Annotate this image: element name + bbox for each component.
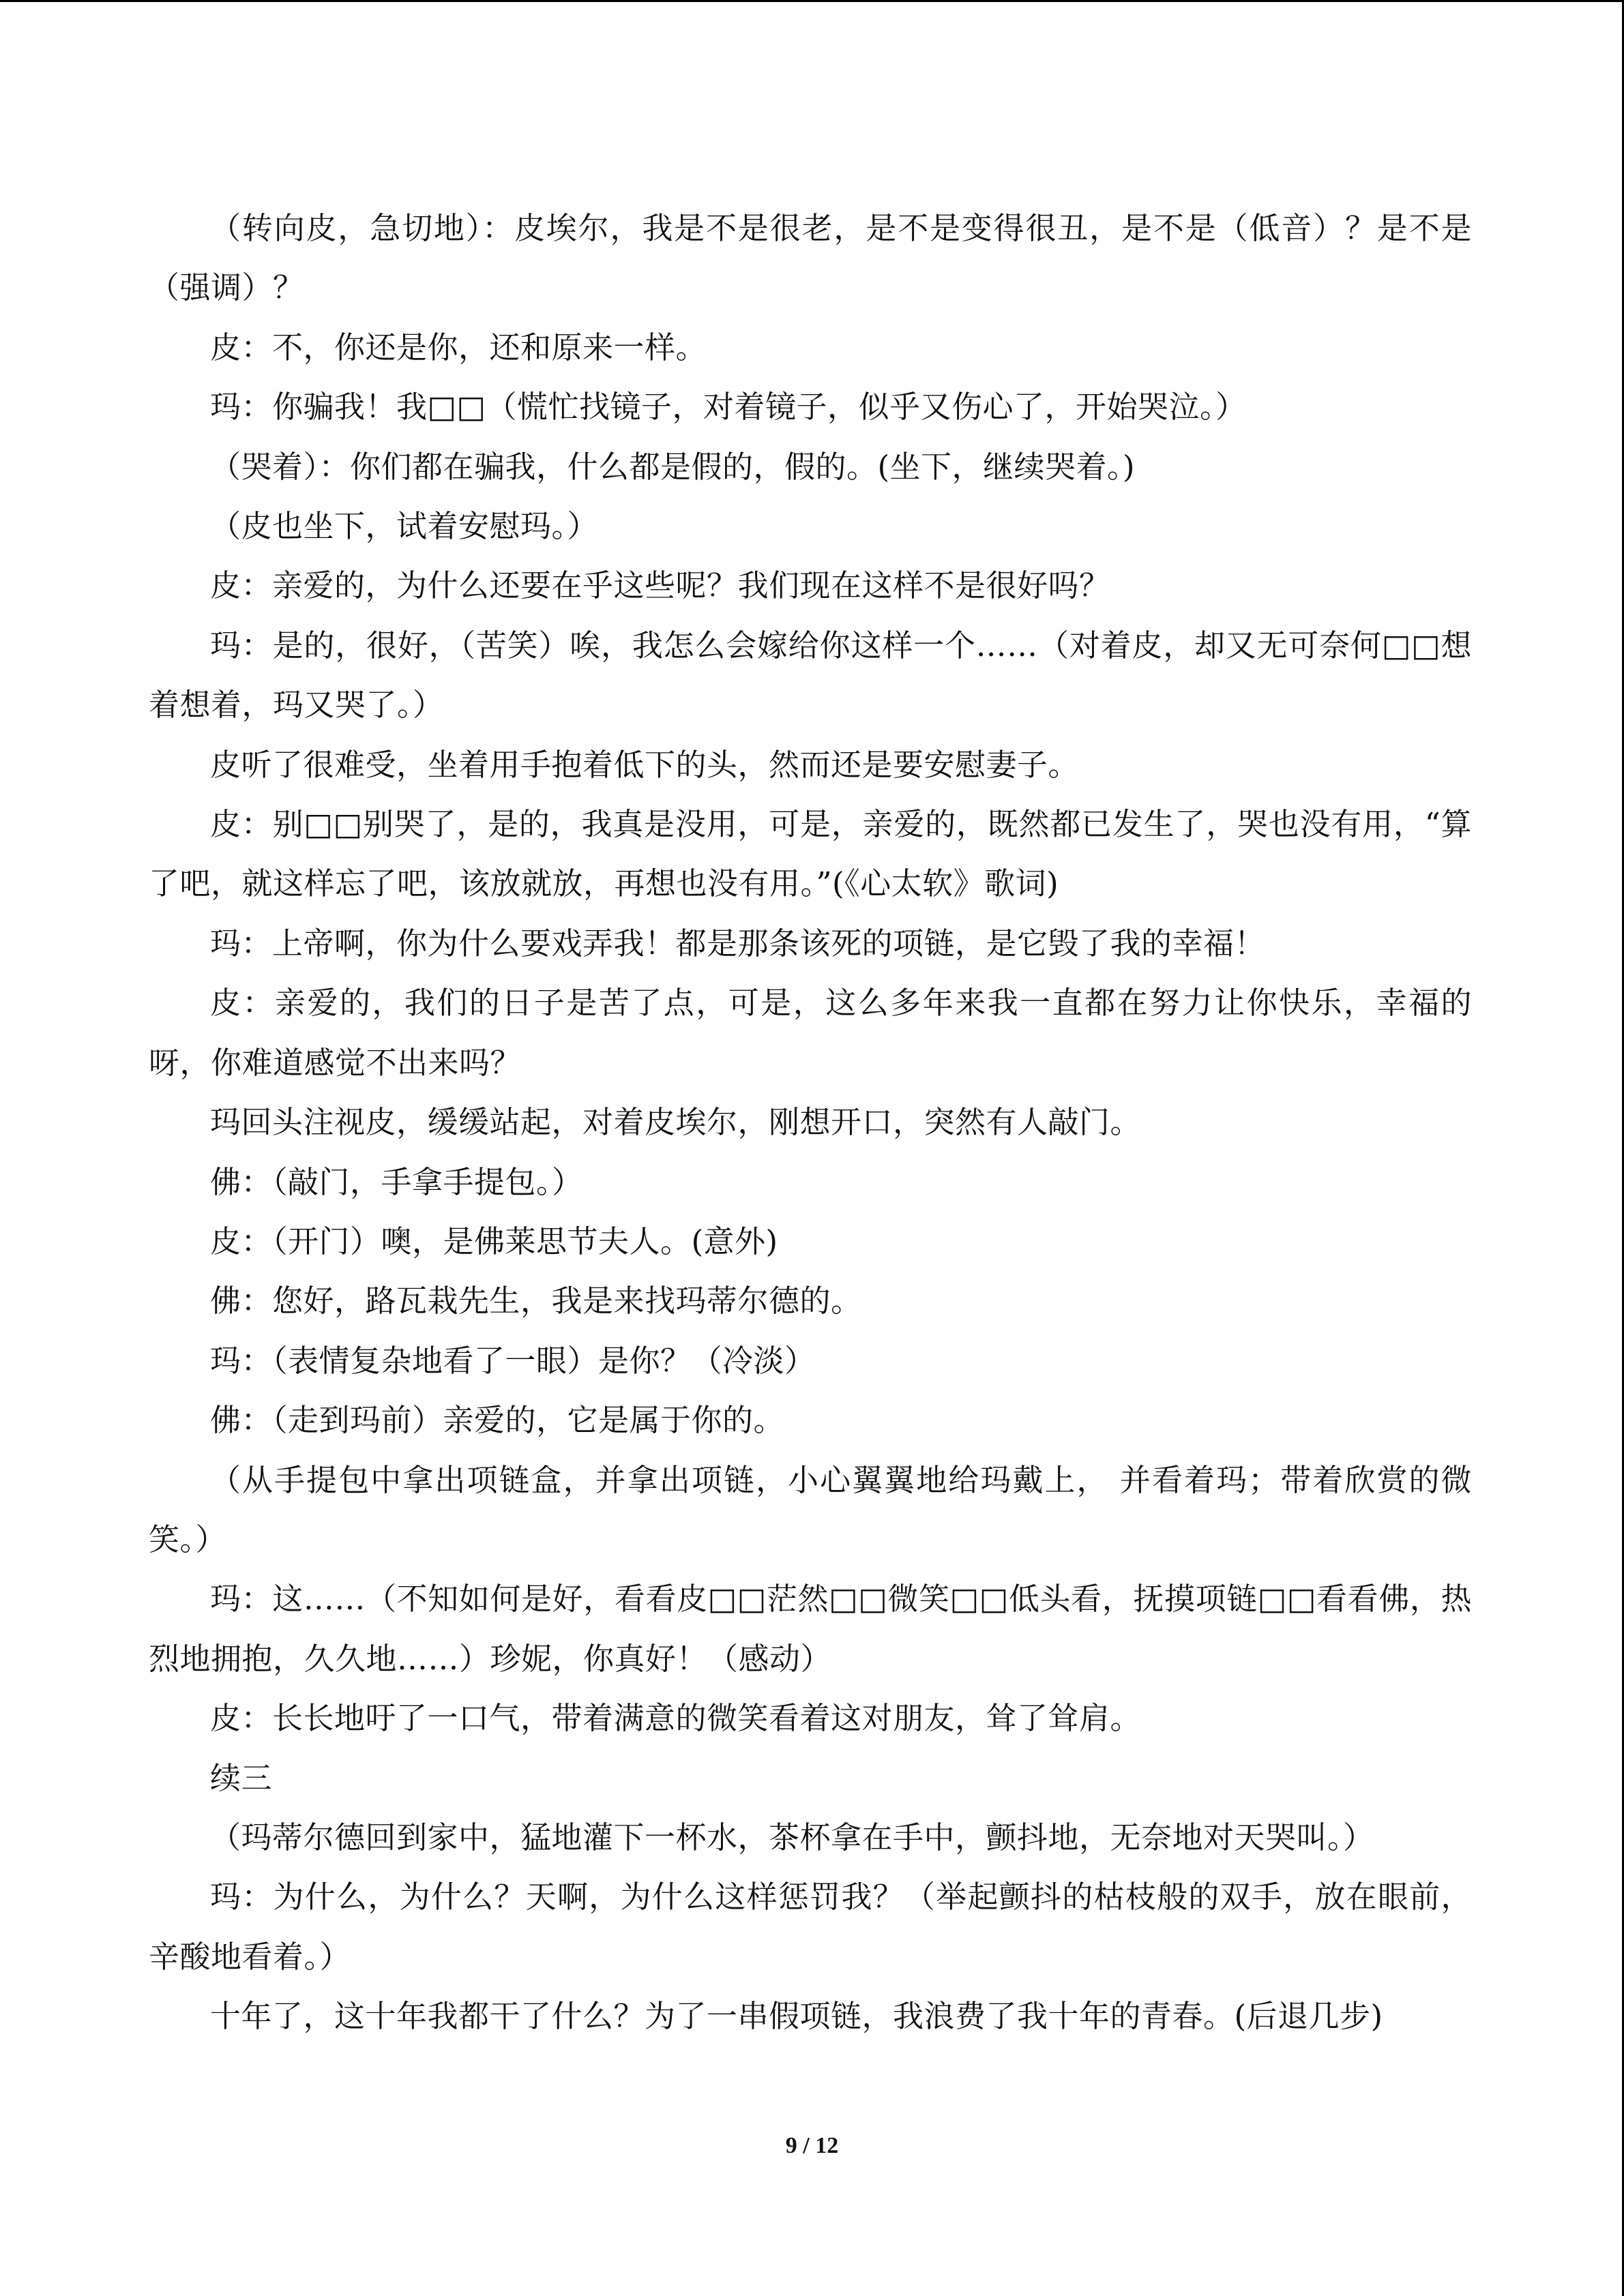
paragraph: 玛：你骗我！我□□（慌忙找镜子，对着镜子，似乎又伤心了，开始哭泣。） <box>210 389 1247 426</box>
paragraph: 皮：亲爱的，为什么还要在乎这些呢？我们现在这样不是很好吗？ <box>210 567 1110 604</box>
paragraph: （皮也坐下，试着安慰玛。） <box>210 508 599 545</box>
paragraph: 皮：（开门）噢，是佛莱思节夫人。(意外) <box>210 1223 778 1259</box>
paragraph: 玛回头注视皮，缓缓站起，对着皮埃尔，刚想开口，突然有人敲门。 <box>210 1104 1142 1141</box>
paragraph: （转向皮，急切地）：皮埃尔，我是不是很老，是不是变得很丑，是不是（低音）？是不是（强调）？ <box>149 210 1472 306</box>
paragraph: 玛：上帝啊，你为什么要戏弄我！都是那条该死的项链，是它毁了我的幸福！ <box>210 925 1266 961</box>
section-heading: 续三 <box>210 1759 273 1796</box>
paragraph: 玛：这……（不知如何是好，看看皮□□茫然□□微笑□□低头看，抚摸项链□□看看佛，热烈地拥抱，久久地……）珍妮，你真好！（感动） <box>149 1581 1472 1677</box>
paragraph: 佛：（走到玛前）亲爱的，它是属于你的。 <box>210 1402 785 1439</box>
page-number: 9 / 12 <box>785 2133 839 2158</box>
paragraph: （哭着）：你们都在骗我，什么都是假的，假的。(坐下，继续哭着。) <box>210 448 1136 485</box>
paragraph: 玛：是的，很好，（苦笑）唉，我怎么会嫁给你这样一个……（对着皮，却又无可奈何□□想着想着，玛又哭了。） <box>149 627 1472 724</box>
paragraph: 佛：（敲门，手拿手提包。） <box>210 1163 583 1200</box>
paragraph: （从手提包中拿出项链盒，并拿出项链，小心翼翼地给玛戴上， 并看着玛；带着欣赏的微笑。） <box>149 1461 1472 1557</box>
paragraph: 皮听了很难受，坐着用手抱着低下的头，然而还是要安慰妻子。 <box>210 746 1080 783</box>
paragraph: 皮：长长地吁了一口气，带着满意的微笑看着这对朋友，耸了耸肩。 <box>210 1700 1142 1737</box>
paragraph: 皮：亲爱的，我们的日子是苦了点，可是，这么多年来我一直都在努力让你快乐，幸福的呀，你难道感觉不出来吗？ <box>149 985 1472 1081</box>
document-body <box>149 198 1472 2046</box>
paragraph: （玛蒂尔德回到家中，猛地灌下一杯水，茶杯拿在手中，颤抖地，无奈地对天哭叫。） <box>210 1819 1374 1855</box>
paragraph: 皮：别□□别哭了，是的，我真是没用，可是，亲爱的，既然都已发生了，哭也没有用，“算了吧，就这样忘了吧，该放就放，再想也没有用。”(《心太软》歌词) <box>149 806 1472 902</box>
paragraph: 皮：不，你还是你，还和原来一样。 <box>210 329 707 366</box>
paragraph: 十年了，这十年我都干了什么？为了一串假项链，我浪费了我十年的青春。(后退几步) <box>210 1998 1383 2035</box>
paragraph: 佛：您好，路瓦栽先生，我是来找玛蒂尔德的。 <box>210 1283 862 1320</box>
paragraph: 玛：（表情复杂地看了一眼）是你？（冷淡） <box>210 1342 816 1379</box>
paragraph: 玛：为什么，为什么？天啊，为什么这样惩罚我？（举起颤抖的枯枝般的双手，放在眼前，辛酸地看着。） <box>149 1879 1472 1975</box>
